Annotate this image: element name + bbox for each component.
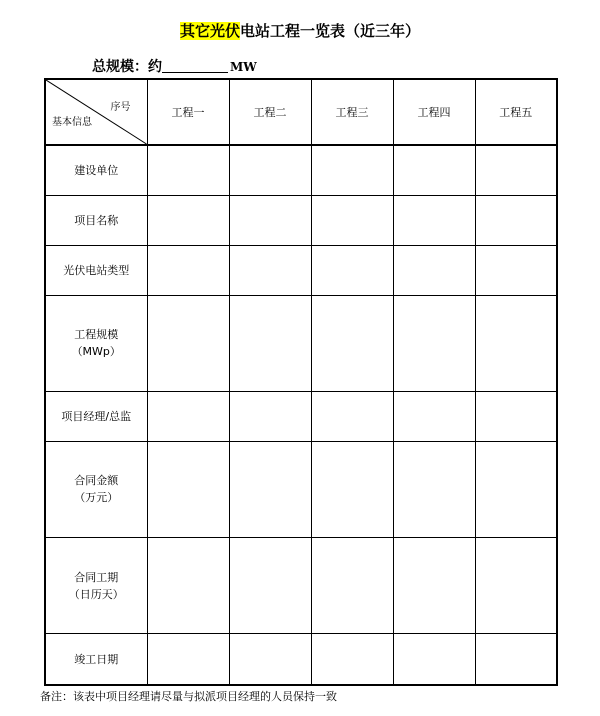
total-scale-unit: MW: [230, 60, 257, 74]
data-cell[interactable]: [393, 634, 475, 685]
data-cell[interactable]: [311, 196, 393, 246]
data-cell[interactable]: [229, 441, 311, 537]
data-cell[interactable]: [475, 392, 557, 442]
table-row: [45, 246, 557, 296]
row-label-line2: （万元）: [74, 491, 119, 505]
seq-label: 序号: [110, 102, 131, 113]
data-cell[interactable]: [311, 538, 393, 634]
total-scale-line: [92, 56, 257, 76]
row-label: [45, 441, 147, 537]
data-cell[interactable]: [229, 196, 311, 246]
title-rest: 电站工程一览表（近三年）: [240, 22, 421, 40]
data-cell[interactable]: [311, 295, 393, 391]
table-row: [45, 145, 557, 196]
data-cell[interactable]: [475, 196, 557, 246]
data-cell[interactable]: [147, 196, 229, 246]
row-label-line1: 工程规模: [74, 328, 119, 342]
data-cell[interactable]: [475, 538, 557, 634]
row-label: [45, 145, 147, 196]
row-label-line1: 竣工日期: [74, 652, 119, 666]
data-cell[interactable]: [311, 634, 393, 685]
project-header-4: 工程四: [393, 79, 475, 145]
table-row: [45, 441, 557, 537]
row-label-line2: （MWp）: [71, 345, 121, 359]
row-label-line1: 合同金额: [74, 474, 119, 488]
row-label-line1: 合同工期: [74, 570, 119, 584]
data-cell[interactable]: [147, 441, 229, 537]
table-row: [45, 538, 557, 634]
data-cell[interactable]: [147, 145, 229, 196]
data-cell[interactable]: [229, 295, 311, 391]
row-label: [45, 392, 147, 442]
row-label: [45, 538, 147, 634]
project-header-5: 工程五: [475, 79, 557, 145]
data-cell[interactable]: [229, 538, 311, 634]
data-cell[interactable]: [147, 538, 229, 634]
basic-info-label: 基本信息: [52, 117, 92, 128]
project-table: [44, 78, 558, 686]
data-cell[interactable]: [147, 246, 229, 296]
data-cell[interactable]: [147, 392, 229, 442]
row-label-line1: 项目名称: [74, 214, 119, 228]
row-label: [45, 634, 147, 685]
footnote: 备注：该表中项目经理请尽量与拟派项目经理的人员保持一致: [40, 690, 337, 703]
row-label: [45, 196, 147, 246]
data-cell[interactable]: [393, 145, 475, 196]
table-row: [45, 634, 557, 685]
row-label-line2: （日历天）: [68, 587, 124, 601]
data-cell[interactable]: [147, 295, 229, 391]
data-cell[interactable]: [475, 246, 557, 296]
data-cell[interactable]: [311, 441, 393, 537]
data-cell[interactable]: [229, 246, 311, 296]
data-cell[interactable]: [475, 441, 557, 537]
table-row: [45, 196, 557, 246]
data-cell[interactable]: [311, 246, 393, 296]
data-cell[interactable]: [229, 392, 311, 442]
data-cell[interactable]: [475, 145, 557, 196]
table-row: [45, 295, 557, 391]
total-scale-label: 总规模：约: [92, 59, 162, 75]
row-label: [45, 295, 147, 391]
title-highlight: 其它光伏: [179, 22, 240, 40]
row-label-line1: 建设单位: [74, 164, 119, 178]
page-title: [0, 20, 600, 41]
corner-header-cell: [45, 79, 147, 145]
table-row: [45, 392, 557, 442]
row-label: [45, 246, 147, 296]
data-cell[interactable]: [147, 634, 229, 685]
data-cell[interactable]: [393, 538, 475, 634]
diagonal-line: [46, 80, 147, 144]
data-cell[interactable]: [393, 392, 475, 442]
data-cell[interactable]: [229, 634, 311, 685]
data-cell[interactable]: [393, 246, 475, 296]
data-cell[interactable]: [311, 392, 393, 442]
total-scale-blank[interactable]: [162, 58, 228, 73]
row-label-line1: 项目经理/总监: [61, 409, 132, 423]
data-cell[interactable]: [393, 196, 475, 246]
data-cell[interactable]: [475, 295, 557, 391]
data-cell[interactable]: [475, 634, 557, 685]
data-cell[interactable]: [311, 145, 393, 196]
data-cell[interactable]: [393, 441, 475, 537]
data-cell[interactable]: [393, 295, 475, 391]
project-header-3: 工程三: [311, 79, 393, 145]
project-header-1: 工程一: [147, 79, 229, 145]
header-row: [45, 79, 557, 145]
data-cell[interactable]: [229, 145, 311, 196]
row-label-line1: 光伏电站类型: [63, 263, 130, 277]
project-header-2: 工程二: [229, 79, 311, 145]
